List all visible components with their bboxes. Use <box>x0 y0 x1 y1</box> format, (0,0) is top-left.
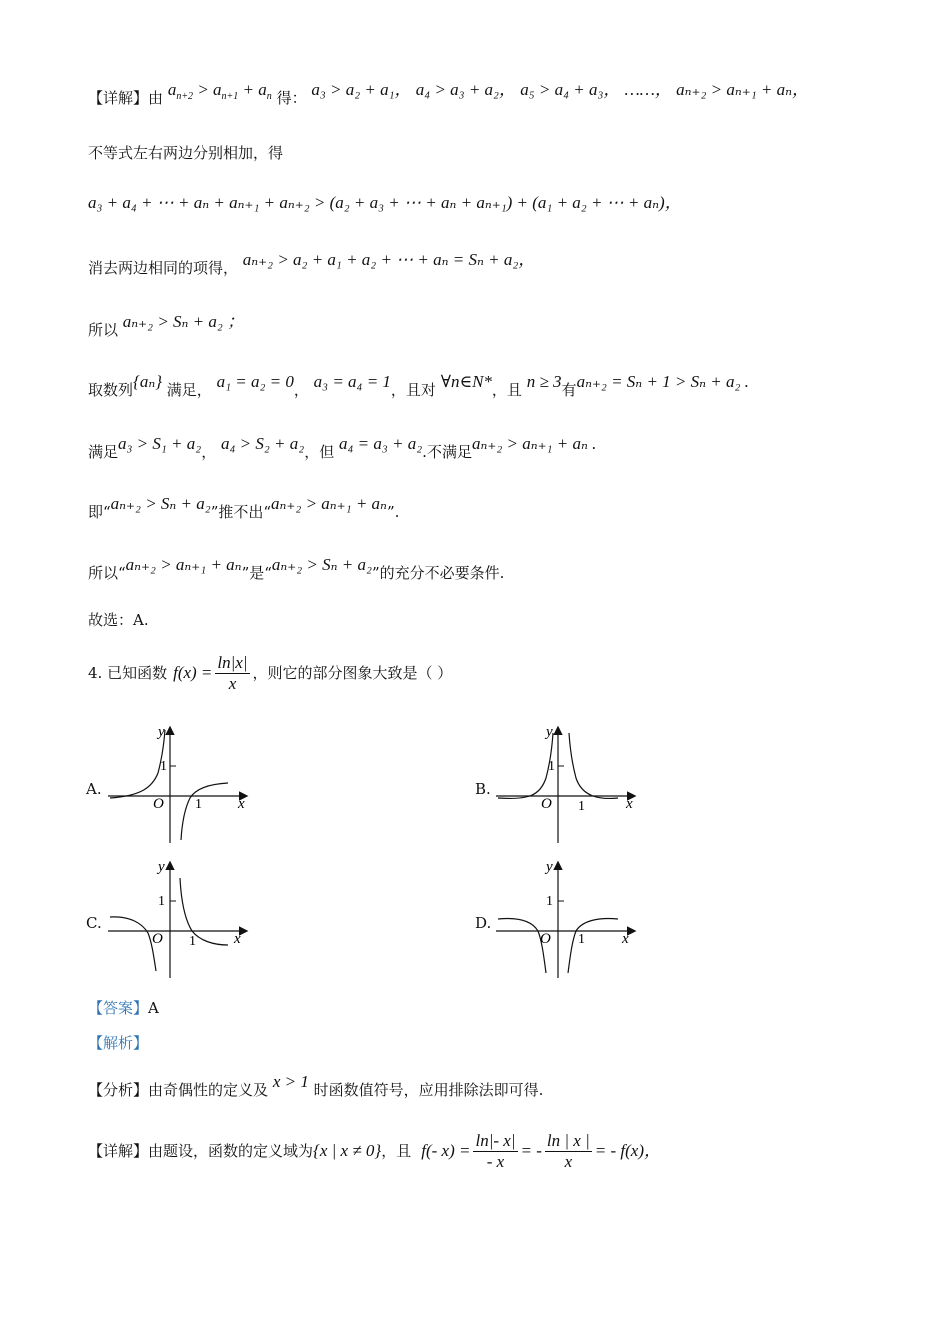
curve-right <box>181 783 228 840</box>
text: 有 <box>561 381 577 399</box>
formula: a₄ = a₃ + a₂ <box>338 434 423 453</box>
detail-line-6 <box>88 372 749 400</box>
y-label: y <box>158 724 165 740</box>
tick-label: 1 <box>578 932 585 947</box>
detail-line-2: 不等式左右两边分别相加，得 <box>88 144 284 162</box>
curve-left <box>110 917 156 971</box>
detail-label: 【详解】 <box>88 89 149 107</box>
formula: a₁ = a₂ = 0 <box>216 372 294 391</box>
formula: aₙ₊₂ > aₙ₊₁ + aₙ <box>271 494 387 513</box>
detail-line-7 <box>88 434 597 462</box>
curve-left <box>498 733 553 798</box>
formula: = - f(x)， <box>594 1141 662 1160</box>
text: ，且对 <box>390 381 436 399</box>
text: 由奇偶性的定义及 <box>148 1081 269 1099</box>
tick-label: 1 <box>158 894 165 909</box>
formula: ∀n∈N* <box>440 372 492 391</box>
formula-conclusion: aₙ₊₂ > Sₙ + a₂ ； <box>122 312 245 331</box>
fraction <box>215 653 249 694</box>
x-label: x <box>234 931 241 947</box>
tick-label: 1 <box>546 894 553 909</box>
text: 所以 <box>88 321 119 339</box>
formula: f(- x) = <box>421 1141 471 1160</box>
text: ”是“ <box>241 564 272 582</box>
fraction-2 <box>545 1131 592 1172</box>
text: ”的充分不必要条件. <box>371 564 505 582</box>
tick-label: 1 <box>578 799 585 814</box>
text: 由 <box>148 89 164 107</box>
option-a-label: A. <box>86 780 102 798</box>
origin-label: O <box>540 931 551 947</box>
analysis-label: 【解析】 <box>88 1034 149 1052</box>
text: 由题设，函数的定义域为 <box>148 1142 314 1160</box>
answer-line <box>88 998 159 1018</box>
denominator: x <box>564 1151 573 1171</box>
question-stem: 4. 已知函数 <box>88 664 168 682</box>
text: ，且 <box>381 1142 412 1160</box>
text: .不满足 <box>422 443 472 461</box>
detail-line-5 <box>88 312 245 340</box>
formula-inequalities: a₃ > a₂ + a₁， a₄ > a₃ + a₂， a₅ > a₄ + a₃， ……， aₙ₊₂ > aₙ₊₁ + aₙ， <box>311 80 809 99</box>
text: 时函数值符号，应用排除法即可得. <box>313 1081 544 1099</box>
formula: a₃ > S₁ + a₂ <box>118 434 202 453</box>
detail2-line <box>88 1128 661 1174</box>
curve-left <box>498 919 546 974</box>
option-d-label: D. <box>475 914 492 932</box>
numerator: ln|- x| <box>475 1130 516 1150</box>
formula: n ≥ 3 <box>526 372 562 391</box>
tick-label: 1 <box>160 759 167 774</box>
formula-recurrence: $a_{n+2} > a_{n+1} + a_n$ <box>167 80 272 102</box>
formula-sum: a₃ + a₄ + ⋯ + aₙ + aₙ₊₁ + aₙ₊₂ > (a₂ + a₃ + ⋯ + aₙ + aₙ₊₁) + (a₁ + a₂ + ⋯ + aₙ)， <box>88 193 682 212</box>
text: 所以“ <box>88 564 126 582</box>
denominator: x <box>228 673 237 693</box>
text: ， <box>201 443 217 461</box>
text: 满足， <box>166 381 212 399</box>
tick-label: 1 <box>548 759 555 774</box>
option-c-label: C. <box>86 914 102 932</box>
text: 消去两边相同的项得， <box>88 259 239 277</box>
numerator: ln | x | <box>546 1130 590 1150</box>
x-label: x <box>622 931 629 947</box>
origin-label: O <box>541 796 552 812</box>
formula: aₙ₊₂ = Sₙ + 1 > Sₙ + a₂ . <box>576 372 749 391</box>
formula: a₃ = a₄ = 1 <box>313 372 391 391</box>
curve-right <box>180 878 228 945</box>
fenxi-line <box>88 1072 544 1100</box>
y-label: y <box>546 724 553 740</box>
formula-seq: {aₙ} <box>133 372 163 391</box>
option-b-label: B. <box>475 780 491 798</box>
text: ， <box>293 381 309 399</box>
answer-value: A <box>148 999 159 1017</box>
curve-right <box>569 733 618 798</box>
detail2-label: 【详解】 <box>88 1142 149 1160</box>
answer-label: 【答案】 <box>88 999 149 1017</box>
formula: aₙ₊₂ > aₙ₊₁ + aₙ <box>125 555 242 574</box>
text: 满足 <box>88 443 119 461</box>
text: 取数列 <box>88 381 134 399</box>
formula: aₙ₊₂ > Sₙ + a₂ <box>110 494 211 513</box>
tick-label: 1 <box>189 934 196 949</box>
question-stem-tail: ，则它的部分图象大致是（ ） <box>252 664 453 682</box>
formula: x > 1 <box>272 1072 309 1091</box>
text: 即“ <box>88 503 111 521</box>
text: ”. <box>386 503 400 521</box>
denominator: - x <box>486 1151 505 1171</box>
fraction-1 <box>473 1131 517 1172</box>
text: 得： <box>276 89 307 107</box>
graph-b <box>488 718 648 848</box>
formula-cancel: aₙ₊₂ > a₂ + a₁ + a₂ + ⋯ + aₙ = Sₙ + a₂， <box>242 250 536 269</box>
formula: aₙ₊₂ > Sₙ + a₂ <box>271 555 372 574</box>
formula-domain: {x | x ≠ 0} <box>313 1141 382 1160</box>
origin-label: O <box>152 931 163 947</box>
x-label: x <box>238 796 245 812</box>
graph-d <box>488 853 648 983</box>
tick-label: 1 <box>195 797 202 812</box>
detail-line-1 <box>88 80 809 115</box>
detail-line-10: 故选：A. <box>88 611 149 629</box>
formula: aₙ₊₂ > aₙ₊₁ + aₙ . <box>471 434 597 453</box>
formula: = - <box>520 1141 542 1160</box>
curve-right <box>568 919 618 974</box>
detail-line-9 <box>88 555 505 583</box>
fenxi-label: 【分析】 <box>88 1081 149 1099</box>
detail-line-8 <box>88 494 400 522</box>
text: ”推不出“ <box>210 503 272 521</box>
text: ，但 <box>304 443 335 461</box>
detail-line-4 <box>88 250 536 278</box>
curve-left <box>110 730 165 798</box>
origin-label: O <box>153 796 164 812</box>
y-label: y <box>546 859 553 875</box>
formula: a₄ > S₂ + a₂ <box>221 434 305 453</box>
graph-a <box>100 718 260 848</box>
y-label: y <box>158 859 165 875</box>
numerator: ln|x| <box>217 652 248 672</box>
graph-c <box>100 853 260 983</box>
formula-fx: f(x) = <box>173 663 213 682</box>
question-4 <box>88 650 452 696</box>
x-label: x <box>626 796 633 812</box>
text: ，且 <box>491 381 522 399</box>
